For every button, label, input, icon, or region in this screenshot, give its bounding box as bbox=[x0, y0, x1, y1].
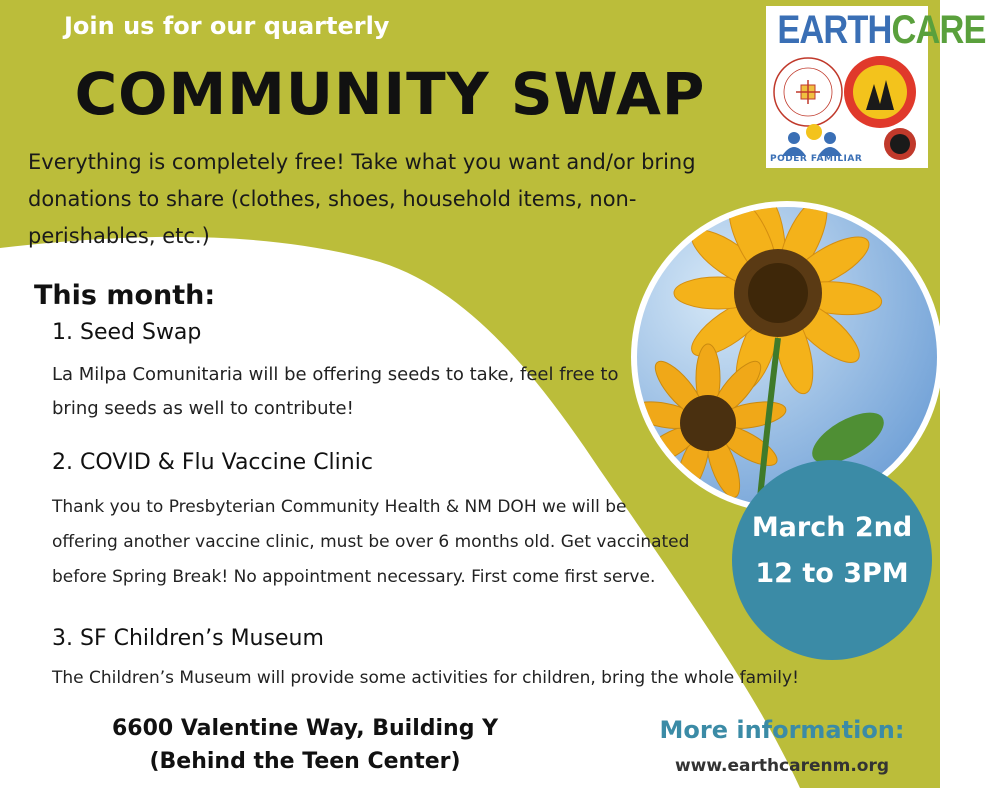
website-link[interactable]: www.earthcarenm.org bbox=[674, 756, 890, 776]
intro-text: Everything is completely free! Take what you want and/or bring donations to share (clothes, shoes, household items, non-perishables, etc.) bbox=[28, 150, 696, 248]
event-date: March 2nd bbox=[751, 512, 913, 543]
address-line2: (Behind the Teen Center) bbox=[149, 749, 461, 774]
poder-familiar-label: PODER FAMILIAR bbox=[770, 154, 863, 164]
item-seed-swap-body: La Milpa Comunitaria will be offering seeds to take, feel free to bring seeds as well to contribute! bbox=[52, 364, 619, 419]
partner-seals bbox=[766, 52, 928, 162]
logo-wordmark: EARTHCARE bbox=[777, 8, 986, 52]
earthcare-logo bbox=[766, 6, 986, 168]
month-heading: This month: bbox=[34, 280, 216, 311]
poder-familiar-icon bbox=[782, 124, 842, 156]
la-milpa-seal-icon bbox=[774, 58, 842, 126]
item-museum-body: The Children’s Museum will provide some activities for children, bring the whole family! bbox=[52, 668, 799, 688]
address-line1: 6600 Valentine Way, Building Y bbox=[111, 716, 499, 741]
page-title: COMMUNITY SWAP bbox=[74, 60, 706, 128]
item-vaccine-clinic-body: Thank you to Presbyterian Community Health & NM DOH we will be offering another vaccine clinic, must be over 6 months old. Get vaccinated before Spring Break! No appointment necessary. First come first serve. bbox=[52, 497, 690, 587]
red-seal-icon bbox=[884, 128, 916, 160]
yucca-seal-icon bbox=[844, 56, 916, 128]
more-info-heading: More information: bbox=[659, 716, 905, 744]
item-seed-swap-title: 1. Seed Swap bbox=[52, 320, 202, 345]
item-museum-title: 3. SF Children’s Museum bbox=[52, 626, 324, 651]
sunflower-photo bbox=[628, 198, 946, 516]
item-vaccine-clinic-title: 2. COVID & Flu Vaccine Clinic bbox=[52, 450, 373, 475]
tagline: Join us for our quarterly bbox=[64, 12, 390, 40]
event-time: 12 to 3PM bbox=[755, 558, 909, 589]
date-badge bbox=[732, 460, 932, 660]
